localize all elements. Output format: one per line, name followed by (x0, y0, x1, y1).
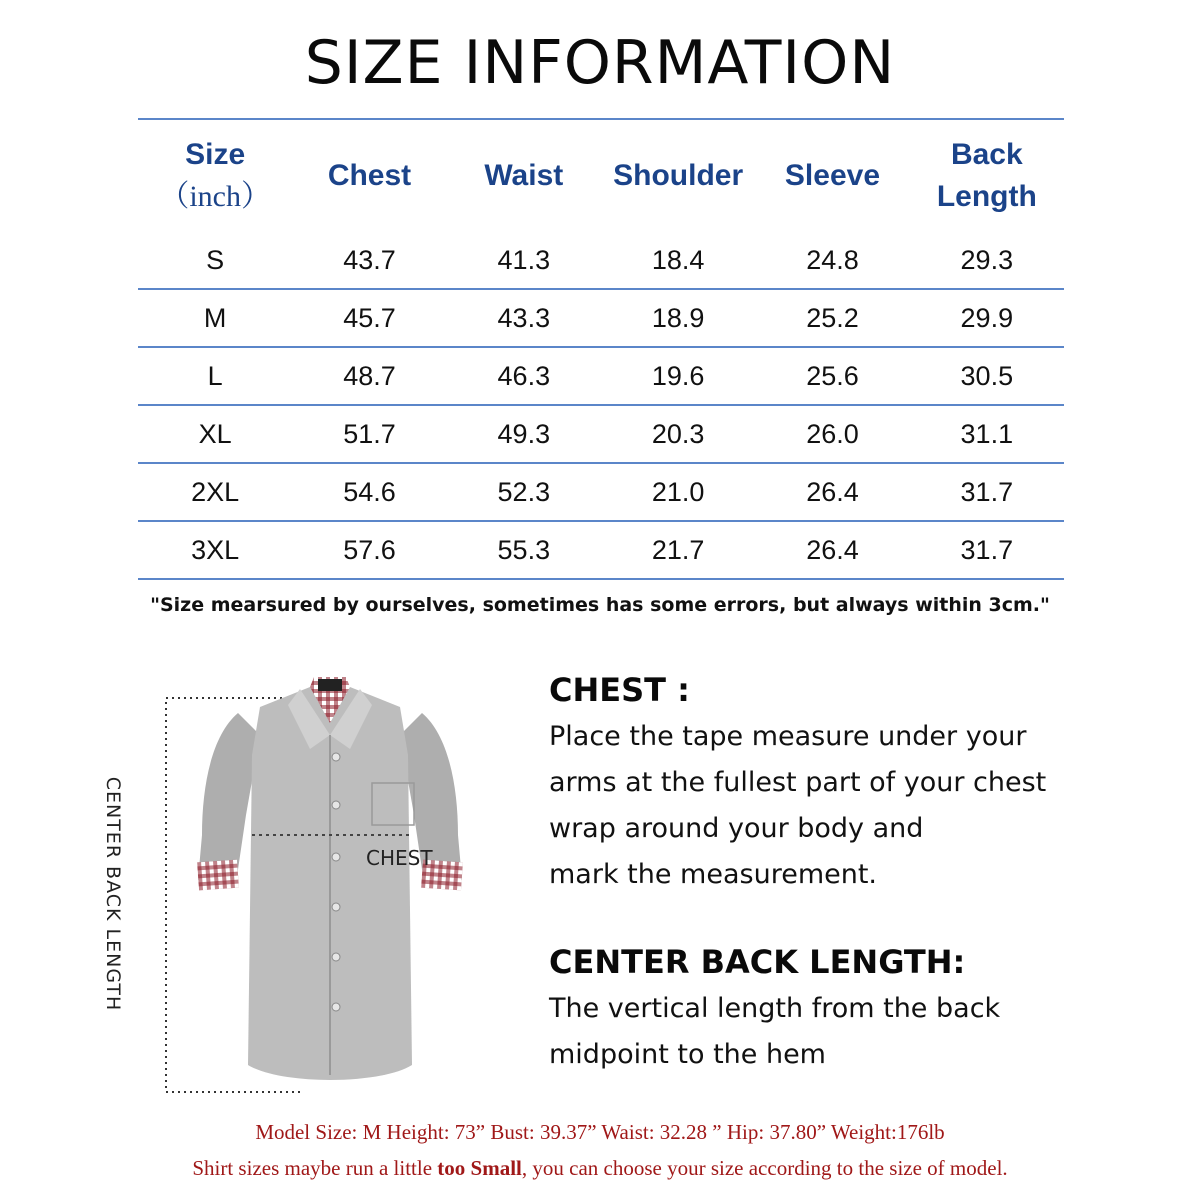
chest-line: arms at the fullest part of your chest (549, 767, 1047, 798)
collar-tag (318, 679, 342, 691)
cell-sleeve: 26.4 (755, 521, 909, 579)
cell-size: L (138, 347, 292, 405)
chest-line: Place the tape measure under your (549, 721, 1027, 752)
cell-waist: 55.3 (447, 521, 601, 579)
size-table (138, 118, 1064, 580)
cell-waist: 52.3 (447, 463, 601, 521)
cell-shoulder: 21.7 (601, 521, 755, 579)
page-title: SIZE INFORMATION (304, 28, 896, 98)
cell-chest: 43.7 (292, 232, 446, 289)
table-row (138, 347, 1064, 405)
cell-back-length: 31.1 (910, 405, 1064, 463)
advice-emphasis: too Small (437, 1156, 522, 1180)
header-shoulder: Shoulder (601, 119, 755, 232)
advice-text: Shirt sizes maybe run a little (192, 1156, 438, 1180)
cell-size: 2XL (138, 463, 292, 521)
cell-back-length: 29.9 (910, 289, 1064, 347)
cell-back-length: 31.7 (910, 521, 1064, 579)
header-size-label: Size (185, 138, 246, 171)
cell-size: XL (138, 405, 292, 463)
chest-description (549, 670, 1169, 898)
cell-back-length: 30.5 (910, 347, 1064, 405)
cell-waist: 46.3 (447, 347, 601, 405)
cell-chest: 54.6 (292, 463, 446, 521)
chest-text (549, 714, 1169, 898)
header-waist: Waist (447, 119, 601, 232)
table-row (138, 521, 1064, 579)
header-size (138, 119, 292, 232)
advice-text: , you can choose your size according to the size of model. (521, 1156, 1008, 1180)
table-row (138, 405, 1064, 463)
center-back-line: The vertical length from the back (549, 993, 1001, 1024)
cell-waist: 43.3 (447, 289, 601, 347)
cell-sleeve: 26.4 (755, 463, 909, 521)
table-header-row (138, 119, 1064, 232)
cell-chest: 48.7 (292, 347, 446, 405)
cell-size: S (138, 232, 292, 289)
cell-size: M (138, 289, 292, 347)
cell-size: 3XL (138, 521, 292, 579)
model-size-line: Model Size: M Height: 73” Bust: 39.37” Waist: 32.28 ” Hip: 37.80” Weight:176lb (255, 1120, 945, 1144)
header-back-length: Back Length (910, 119, 1064, 232)
cell-chest: 45.7 (292, 289, 446, 347)
header-sleeve: Sleeve (755, 119, 909, 232)
cell-shoulder: 20.3 (601, 405, 755, 463)
cell-sleeve: 26.0 (755, 405, 909, 463)
left-cuff (197, 860, 239, 891)
cell-sleeve: 25.6 (755, 347, 909, 405)
cell-shoulder: 18.4 (601, 232, 755, 289)
center-back-line: midpoint to the hem (549, 1039, 826, 1070)
header-size-unit: （inch） (159, 180, 271, 213)
cell-shoulder: 19.6 (601, 347, 755, 405)
measurement-note: "Size mearsured by ourselves, sometimes has some errors, but always within 3cm." (150, 594, 1050, 616)
center-back-text (549, 986, 1169, 1078)
cell-waist: 49.3 (447, 405, 601, 463)
chest-line: mark the measurement. (549, 859, 878, 890)
table-row (138, 289, 1064, 347)
chest-line: wrap around your body and (549, 813, 924, 844)
shirt-illustration (150, 665, 510, 1100)
size-advice (0, 1156, 1200, 1181)
center-back-heading: CENTER BACK LENGTH: (549, 943, 966, 981)
shirt-drawing (150, 665, 510, 1100)
table-row (138, 232, 1064, 289)
cell-sleeve: 25.2 (755, 289, 909, 347)
center-back-length-label: CENTER BACK LENGTH (102, 776, 124, 1012)
cell-back-length: 29.3 (910, 232, 1064, 289)
center-back-description (549, 942, 1169, 1078)
cell-back-length: 31.7 (910, 463, 1064, 521)
header-chest: Chest (292, 119, 446, 232)
cell-sleeve: 24.8 (755, 232, 909, 289)
chest-heading: CHEST : (549, 671, 690, 709)
cell-waist: 41.3 (447, 232, 601, 289)
table-row (138, 463, 1064, 521)
chest-label: CHEST (366, 846, 433, 870)
cell-chest: 57.6 (292, 521, 446, 579)
cell-shoulder: 18.9 (601, 289, 755, 347)
cell-shoulder: 21.0 (601, 463, 755, 521)
cell-chest: 51.7 (292, 405, 446, 463)
